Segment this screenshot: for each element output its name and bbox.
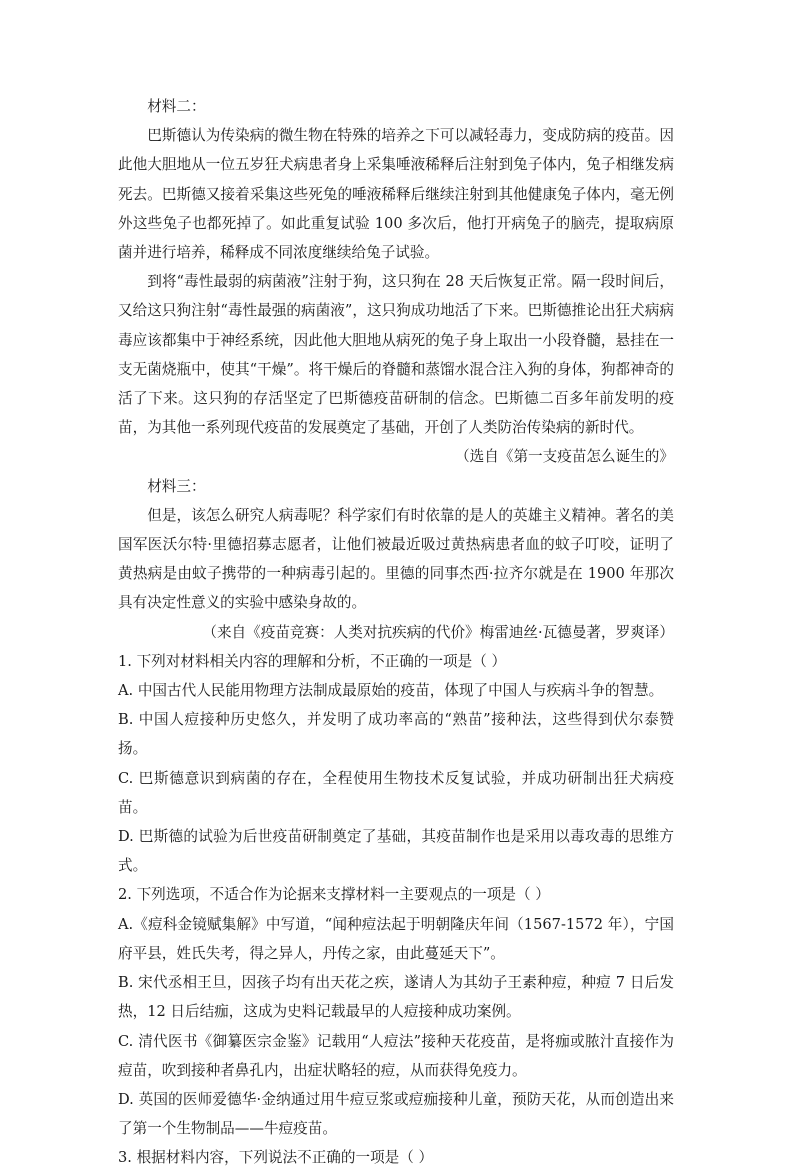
material-three-paragraph-1: 但是，该怎么研究人病毒呢？科学家们有时依靠的是人的英雄主义精神。著名的美国军医沃尔特·里德招募志愿者，让他们被最近吸过黄热病患者血的蚊子叮咬，证明了黄热病是由蚊子携带的一种病毒引起的。里德的同事杰西·拉齐尔就是在 1900 年那次具有决定性意义的实验中感染身故的。 xyxy=(118,506,674,612)
material-two-heading: 材料二： xyxy=(147,98,206,115)
question-1-option-a: A. 中国古代人民能用物理方法制成最原始的疫苗，体现了中国人与疾病斗争的智慧。 xyxy=(118,682,664,700)
question-2-option-d: D. 英国的医师爱德华·金纳通过用牛痘豆浆或痘痂接种儿童，预防天花，从而创造出来了第一个生物制品——牛痘疫苗。 xyxy=(118,1090,674,1138)
question-2-stem: 2. 下列选项，不适合作为论据来支撑材料一主要观点的一项是（ ） xyxy=(118,886,550,904)
question-1-option-c: C. 巴斯德意识到病菌的存在，全程使用生物技术反复试验，并成功研制出狂犬病疫苗。 xyxy=(118,769,674,816)
document-page xyxy=(118,92,674,1173)
material-three-source: （来自《疫苗竞赛：人类对抗疾病的代价》梅雷迪丝·瓦德曼著，罗爽译） xyxy=(202,623,674,641)
material-three-heading: 材料三： xyxy=(147,477,206,495)
question-1-stem: 1. 下列对材料相关内容的理解和分析，不正确的一项是（ ） xyxy=(118,652,507,670)
question-3-stem: 3. 根据材料内容，下列说法不正确的一项是（ ） xyxy=(118,1149,434,1167)
question-1-option-d: D. 巴斯德的试验为后世疫苗研制奠定了基础，其疫苗制作也是采用以毒攻毒的思维方式。 xyxy=(118,828,674,875)
question-1-option-b: B. 中国人痘接种历史悠久，并发明了成功率高的“熟苗”接种法，这些得到伏尔泰赞扬。 xyxy=(118,711,674,758)
material-two-source: （选自《第一支疫苗怎么诞生的》 xyxy=(455,448,674,466)
question-2-option-a: A.《痘科金镜赋集解》中写道，“闻种痘法起于明朝隆庆年间（1567-1572 年），宁国府平县，姓氏失考，得之异人，丹传之家，由此蔓延天下”。 xyxy=(118,915,674,962)
material-two-paragraph-2: 到将“毒性最弱的病菌液”注射于狗，这只狗在 28 天后恢复正常。隔一段时间后，又给这只狗注射“毒性最强的病菌液”，这只狗成功地活了下来。巴斯德推论出狂犬病病毒应该都集中于神经系统，因此他大胆地从病死的兔子身上取出一小段脊髓，悬挂在一支无菌烧瓶中，使其“干燥”。将干燥后的脊髓和蒸馏水混合注入狗的身体，狗都神奇的活了下来。这只狗的存活坚定了巴斯德疫苗研制的信念。巴斯德二百多年前发明的疫苗，为其他一系列现代疫苗的发展奠定了基础，开创了人类防治传染病的新时代。 xyxy=(118,273,674,437)
material-two-paragraph-1: 巴斯德认为传染病的微生物在特殊的培养之下可以减轻毒力，变成防病的疫苗。因此他大胆地从一位五岁狂犬病患者身上采集唾液稀释后注射到兔子体内，兔子相继发病死去。巴斯德又接着采集这些死兔的唾液稀释后继续注射到其他健康兔子体内，毫无例外这些兔子也都死掉了。如此重复试验 100 多次后，他打开病兔子的脑壳，提取病原菌并进行培养，稀释成不同浓度继续给兔子试验。 xyxy=(118,127,674,262)
question-2-option-b: B. 宋代丞相王旦，因孩子均有出天花之疾，遂请人为其幼子王素种痘，种痘 7 日后发热，12 日后结痂，这成为史料记载最早的人痘接种成功案例。 xyxy=(118,974,674,1021)
question-2-option-c: C. 清代医书《御纂医宗金鉴》记载用“人痘法”接种天花疫苗，是将痂或脓汁直接作为痘苗，吹到接种者鼻孔内，出症状略轻的痘，从而获得免疫力。 xyxy=(118,1032,674,1079)
